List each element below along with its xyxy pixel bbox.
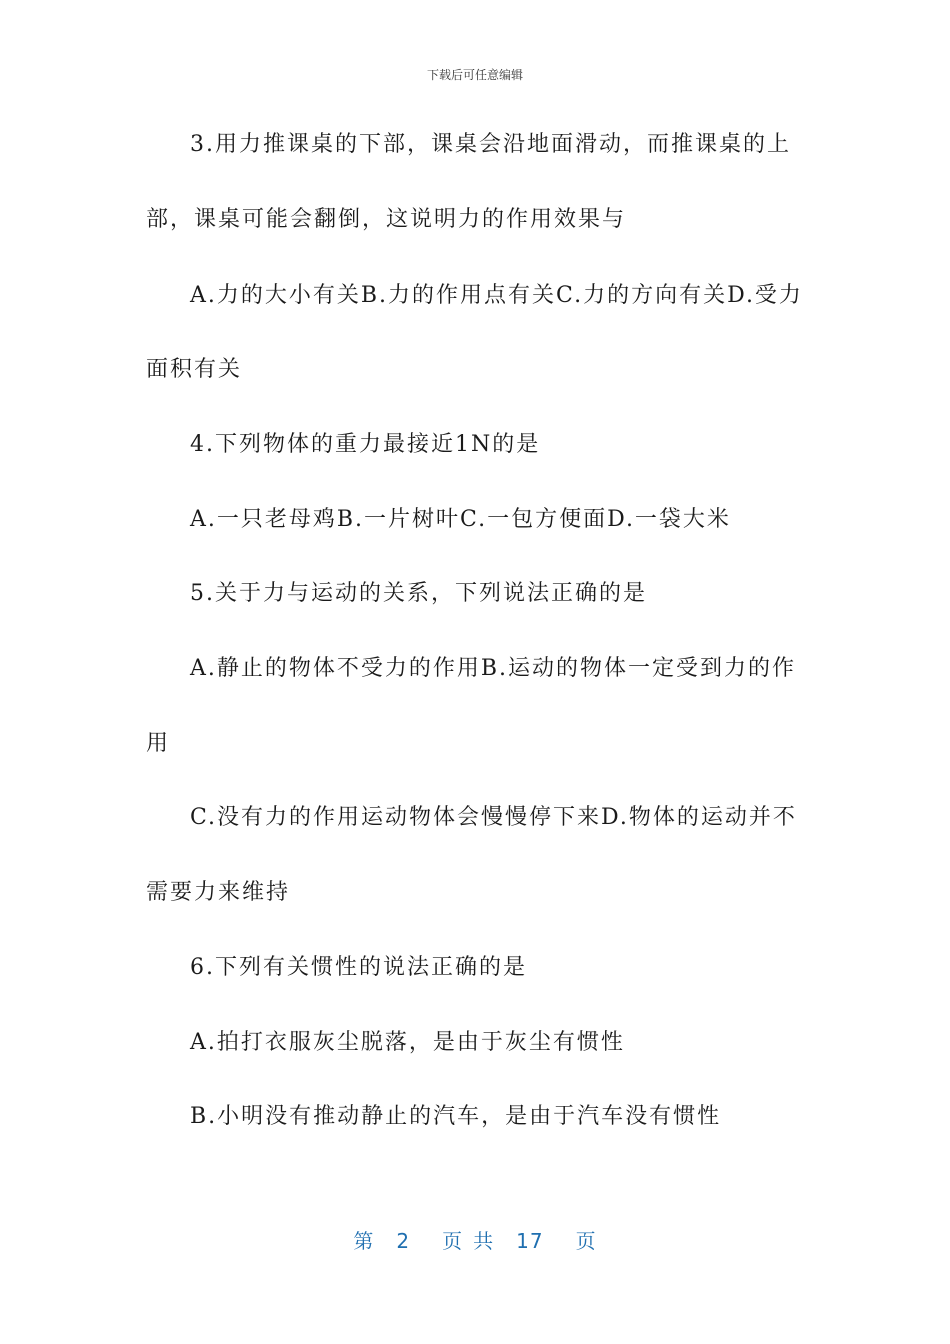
page-header: 下载后可任意编辑 <box>426 68 523 82</box>
page-footer <box>0 1225 950 1254</box>
footer-page-number: 2 <box>396 1229 411 1253</box>
question-3-options-cont: 面积有关 <box>146 357 243 382</box>
question-5-stem: 5.关于力与运动的关系，下列说法正确的是 <box>190 581 647 606</box>
question-6-option-b: B.小明没有推动静止的汽车，是由于汽车没有惯性 <box>190 1104 722 1129</box>
question-4-stem: 4.下列物体的重力最接近1N的是 <box>190 432 541 457</box>
question-5-options-cd: C.没有力的作用运动物体会慢慢停下来D.物体的运动并不 <box>190 805 797 830</box>
question-3-stem-cont: 部，课桌可能会翻倒，这说明力的作用效果与 <box>146 207 627 232</box>
question-5-options-cd-cont: 需要力来维持 <box>146 880 291 905</box>
footer-ye-2: 页 <box>575 1229 597 1253</box>
question-3-options: A.力的大小有关B.力的作用点有关C.力的方向有关D.受力 <box>190 283 803 308</box>
question-3-stem: 3.用力推课桌的下部，课桌会沿地面滑动，而推课桌的上 <box>190 132 791 157</box>
footer-ye: 页 <box>442 1229 464 1253</box>
question-4-options: A.一只老母鸡B.一片树叶C.一包方便面D.一袋大米 <box>190 507 731 532</box>
footer-total-pages: 17 <box>516 1229 544 1253</box>
footer-di: 第 <box>353 1229 375 1253</box>
footer-gong: 共 <box>473 1229 495 1253</box>
question-6-option-a: A.拍打衣服灰尘脱落，是由于灰尘有惯性 <box>190 1030 625 1055</box>
question-6-stem: 6.下列有关惯性的说法正确的是 <box>190 955 527 980</box>
question-5-options-ab: A.静止的物体不受力的作用B.运动的物体一定受到力的作 <box>190 656 797 681</box>
question-5-options-ab-cont: 用 <box>146 731 171 756</box>
